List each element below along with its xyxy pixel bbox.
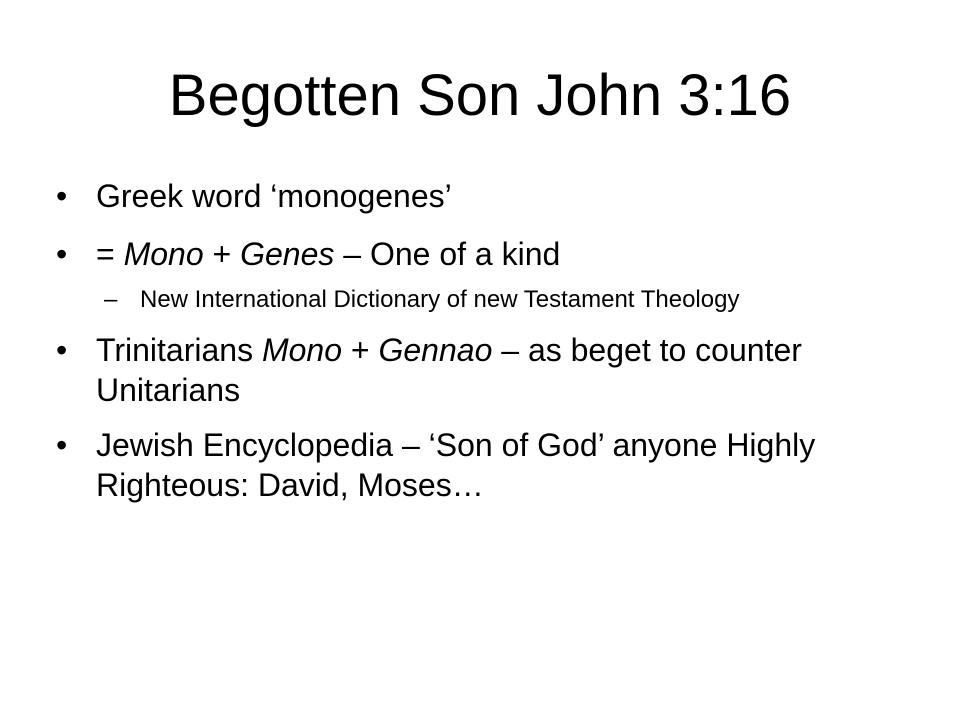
bullet-text-prefix: = [96, 236, 124, 272]
sub-bullet-text: New International Dictionary of new Testament Theology [140, 286, 740, 313]
bullet-text-mid: + [203, 236, 241, 272]
sub-bullet-dictionary [56, 284, 916, 315]
bullet-marker: • [56, 178, 68, 214]
bullet-marker: • [56, 332, 68, 368]
bullet-text: Greek word ‘monogenes’ [96, 178, 452, 214]
bullet-jewish-encyclopedia [56, 425, 916, 505]
bullet-mono-genes [56, 234, 916, 274]
bullet-trinitarians [56, 330, 916, 410]
slide-title: Begotten Son John 3:16 [168, 63, 792, 128]
bullet-marker: • [56, 427, 68, 463]
bullet-italic-gennao: Gennao [378, 332, 493, 368]
bullet-text-suffix: – as beget to counter Unitarians [96, 332, 802, 408]
bullet-greek-word [56, 176, 916, 216]
bullet-text-suffix: – One of a kind [334, 236, 561, 272]
bullet-text: Jewish Encyclopedia – ‘Son of God’ anyone Highly Righteous: David, Moses… [96, 427, 816, 503]
bullet-text-prefix: Trinitarians [96, 332, 262, 368]
sub-bullet-marker: – [104, 286, 118, 313]
bullet-marker: • [56, 236, 68, 272]
bullet-italic-mono: Mono [123, 236, 204, 272]
bullet-italic-genes: Genes [240, 236, 335, 272]
bullet-italic-mono: Mono [261, 332, 343, 368]
bullet-list [56, 176, 916, 505]
bullet-text-mid: + [342, 332, 379, 368]
